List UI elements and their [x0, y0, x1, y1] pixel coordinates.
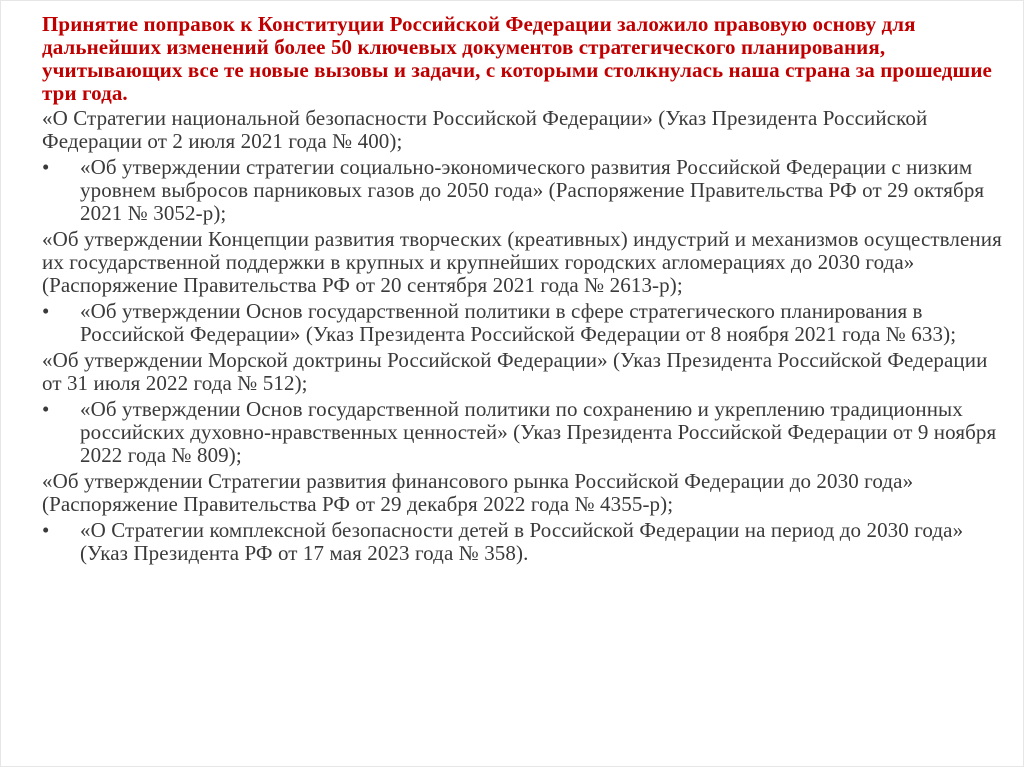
bullet-icon: • — [42, 518, 50, 542]
document-item-text: «Об утверждении Основ государственной политики по сохранению и укреплению традиционных российских духовно-нравственных ценностей» (Указ Президента Российской Федерации от 9 ноября 2022 года № 809); — [80, 397, 997, 467]
document-item-text: «Об утверждении Стратегии развития финансового рынка Российской Федерации до 2030 года» (Распоряжение Правительства РФ от 29 декабря 2022 года № 4355-р); — [42, 469, 914, 516]
document-item-1 — [42, 107, 1002, 153]
slide-heading: Принятие поправок к Конституции Российской Федерации заложило правовую основу для дальнейших изменений более 50 ключевых документов стратегического планирования, учитывающих все те новые вызовы и задачи, с которыми столкнулась наша страна за прошедшие три года. — [42, 12, 992, 105]
document-item-8 — [42, 519, 1002, 565]
document-item-text: «О Стратегии национальной безопасности Российской Федерации» (Указ Президента Российской Федерации от 2 июля 2021 года № 400); — [42, 106, 928, 153]
document-item-text: «О Стратегии комплексной безопасности детей в Российской Федерации на период до 2030 года» (Указ Президента РФ от 17 мая 2023 года № 358). — [80, 518, 964, 565]
bullet-icon: • — [42, 155, 50, 179]
document-item-2 — [42, 156, 1002, 225]
document-item-text: «Об утверждении Морской доктрины Российской Федерации» (Указ Президента Российской Федерации от 31 июля 2022 года № 512); — [42, 348, 988, 395]
document-item-text: «Об утверждении Основ государственной политики в сфере стратегического планирования в Российской Федерации» (Указ Президента Российской Федерации от 8 ноября 2021 года № 633); — [80, 299, 957, 346]
document-item-text: «Об утверждении Концепции развития творческих (креативных) индустрий и механизмов осуществления их государственной поддержки в крупных и крупнейших городских агломерациях до 2030 года» (Распоряжение Правительства РФ от 20 сентября 2021 года № 2613-р); — [42, 227, 1002, 297]
bullet-icon: • — [42, 397, 50, 421]
document-item-text: «Об утверждении стратегии социально-экономического развития Российской Федерации с низким уровнем выбросов парниковых газов до 2050 года» (Распоряжение Правительства РФ от 29 октября 2021 № 3052-р); — [80, 155, 985, 225]
document-item-6 — [42, 398, 1002, 467]
document-item-3 — [42, 228, 1002, 297]
document-item-5 — [42, 349, 1002, 395]
slide-content — [42, 13, 1002, 568]
document-item-7 — [42, 470, 1002, 516]
bullet-icon: • — [42, 299, 50, 323]
document-item-4 — [42, 300, 1002, 346]
